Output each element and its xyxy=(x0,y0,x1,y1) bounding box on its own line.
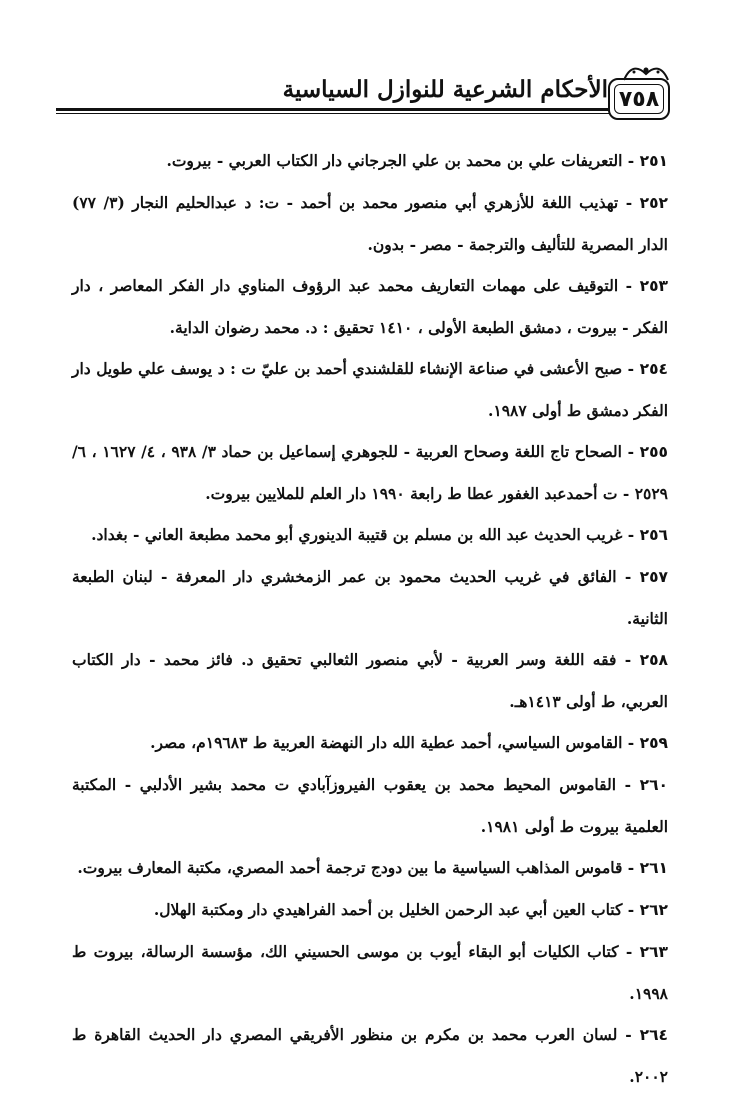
reference-item: ٢٦١ - قاموس المذاهب السياسية ما بين دودج ترجمة أحمد المصري، مكتبة المعارف بيروت. xyxy=(77,858,668,877)
reference-number: ٢٥٧ xyxy=(639,568,668,586)
page-number-frame xyxy=(608,78,670,120)
reference-item: ٢٥٩ - القاموس السياسي، أحمد عطية الله دار النهضة العربية ط ١٩٦٨٣م، مصر. xyxy=(150,733,668,752)
running-title: الأحكام الشرعية للنوازل السياسية xyxy=(282,76,608,103)
header-rule xyxy=(56,108,610,111)
reference-item: ٢٥٧ - الفائق في غريب الحديث محمود بن عمر الزمخشري دار المعرفة - لبنان الطبعة الثانية. xyxy=(72,567,668,628)
reference-text: غريب الحديث عبد الله بن مسلم بن قتيبة الدينوري أبو محمد مطبعة العاني - بغداد. xyxy=(91,525,623,544)
reference-text: القاموس السياسي، أحمد عطية الله دار النهضة العربية ط ١٩٦٨٣م، مصر. xyxy=(150,733,623,752)
reference-number: ٢٥١ xyxy=(639,152,668,170)
reference-text: تهذيب اللغة للأزهري أبي منصور محمد بن أحمد - ت: د عبدالحليم النجار (٣/ ٧٧) الدار المصرية للتأليف والترجمة - مصر - بدون. xyxy=(72,193,668,254)
reference-text: الفائق في غريب الحديث محمود بن عمر الزمخشري دار المعرفة - لبنان الطبعة الثانية. xyxy=(72,567,668,628)
reference-item: ٢٦٤ - لسان العرب محمد بن مكرم بن منظور الأفريقي المصري دار الحديث القاهرة ط ٢٠٠٢. xyxy=(72,1025,668,1086)
reference-text: التعريفات علي بن محمد بن علي الجرجاني دار الكتاب العربي - بيروت. xyxy=(166,151,623,170)
reference-number: ٢٥٢ xyxy=(639,194,669,212)
reference-number: ٢٦٣ xyxy=(639,943,668,961)
reference-item: ٢٥٥ - الصحاح تاج اللغة وصحاح العربية - للجوهري إسماعيل بن حماد ٣/ ٩٣٨ ، ٤/ ١٦٢٧ ، ٦/ ٢٥٢٩ - ت أحمدعبد الغفور عطا ط رابعة ١٩٩٠ دار العلم للملايين بيروت. xyxy=(72,442,668,503)
reference-item: ٢٥٤ - صبح الأعشى في صناعة الإنشاء للقلشندي أحمد بن عليّ ت : د يوسف علي طويل دار الفكر دمشق ط أولى ١٩٨٧. xyxy=(72,359,668,420)
reference-item: ٢٥٨ - فقه اللغة وسر العربية - لأبي منصور الثعالبي تحقيق د. فائز محمد - دار الكتاب العربي، ط أولى ١٤١٣هـ. xyxy=(72,650,668,711)
reference-item: ٢٥٣ - التوقيف على مهمات التعاريف محمد عبد الرؤوف المناوي دار الفكر المعاصر ، دار الفكر - بيروت ، دمشق الطبعة الأولى ، ١٤١٠ تحقيق : د. محمد رضوان الداية. xyxy=(72,276,668,337)
reference-number: ٢٦٠ xyxy=(639,776,668,794)
header-rule-thin xyxy=(56,113,610,114)
reference-list xyxy=(72,140,668,1097)
reference-number: ٢٥٥ xyxy=(639,443,668,461)
reference-text: فقه اللغة وسر العربية - لأبي منصور الثعالبي تحقيق د. فائز محمد - دار الكتاب العربي، ط أولى ١٤١٣هـ. xyxy=(72,650,668,711)
reference-number: ٢٥٨ xyxy=(639,651,668,669)
reference-text: الصحاح تاج اللغة وصحاح العربية - للجوهري إسماعيل بن حماد ٣/ ٩٣٨ ، ٤/ ١٦٢٧ ، ٦/ ٢٥٢٩ - ت أحمدعبد الغفور عطا ط رابعة ١٩٩٠ دار العلم للملايين بيروت. xyxy=(72,442,668,503)
reference-item: ٢٥٢ - تهذيب اللغة للأزهري أبي منصور محمد بن أحمد - ت: د عبدالحليم النجار (٣/ ٧٧) الدار المصرية للتأليف والترجمة - مصر - بدون. xyxy=(72,193,669,254)
reference-text: صبح الأعشى في صناعة الإنشاء للقلشندي أحمد بن عليّ ت : د يوسف علي طويل دار الفكر دمشق ط أولى ١٩٨٧. xyxy=(72,359,668,420)
reference-item: ٢٦٢ - كتاب العين أبي عبد الرحمن الخليل بن أحمد الفراهيدي دار ومكتبة الهلال. xyxy=(153,900,668,919)
reference-item: ٢٥٦ - غريب الحديث عبد الله بن مسلم بن قتيبة الدينوري أبو محمد مطبعة العاني - بغداد. xyxy=(91,525,668,544)
reference-text: كتاب الكليات أبو البقاء أيوب بن موسى الحسيني الك، مؤسسة الرسالة، بيروت ط ١٩٩٨. xyxy=(72,942,668,1003)
reference-text: القاموس المحيط محمد بن يعقوب الفيروزآبادي ت محمد بشير الأدلبي - المكتبة العلمية بيروت ط أولى ١٩٨١. xyxy=(72,775,668,836)
reference-text: لسان العرب محمد بن مكرم بن منظور الأفريقي المصري دار الحديث القاهرة ط ٢٠٠٢. xyxy=(72,1025,668,1086)
page-number: ٧٥٨ xyxy=(618,86,660,112)
reference-text: كتاب العين أبي عبد الرحمن الخليل بن أحمد الفراهيدي دار ومكتبة الهلال. xyxy=(153,900,623,919)
reference-item: ٢٦٣ - كتاب الكليات أبو البقاء أيوب بن موسى الحسيني الك، مؤسسة الرسالة، بيروت ط ١٩٩٨. xyxy=(72,942,668,1003)
reference-number: ٢٥٦ xyxy=(639,526,668,544)
reference-number: ٢٦١ xyxy=(639,859,668,877)
reference-number: ٢٥٣ xyxy=(639,277,668,295)
reference-number: ٢٥٤ xyxy=(639,360,668,378)
reference-number: ٢٦٢ xyxy=(639,901,668,919)
page-header xyxy=(0,0,748,140)
reference-text: قاموس المذاهب السياسية ما بين دودج ترجمة أحمد المصري، مكتبة المعارف بيروت. xyxy=(77,858,623,877)
reference-text: التوقيف على مهمات التعاريف محمد عبد الرؤوف المناوي دار الفكر المعاصر ، دار الفكر - بيروت ، دمشق الطبعة الأولى ، ١٤١٠ تحقيق : د. محمد رضوان الداية. xyxy=(72,276,668,337)
reference-number: ٢٥٩ xyxy=(639,734,668,752)
reference-item: ٢٦٠ - القاموس المحيط محمد بن يعقوب الفيروزآبادي ت محمد بشير الأدلبي - المكتبة العلمية بيروت ط أولى ١٩٨١. xyxy=(72,775,668,836)
reference-item: ٢٥١ - التعريفات علي بن محمد بن علي الجرجاني دار الكتاب العربي - بيروت. xyxy=(166,151,668,170)
reference-number: ٢٦٤ xyxy=(639,1026,668,1044)
